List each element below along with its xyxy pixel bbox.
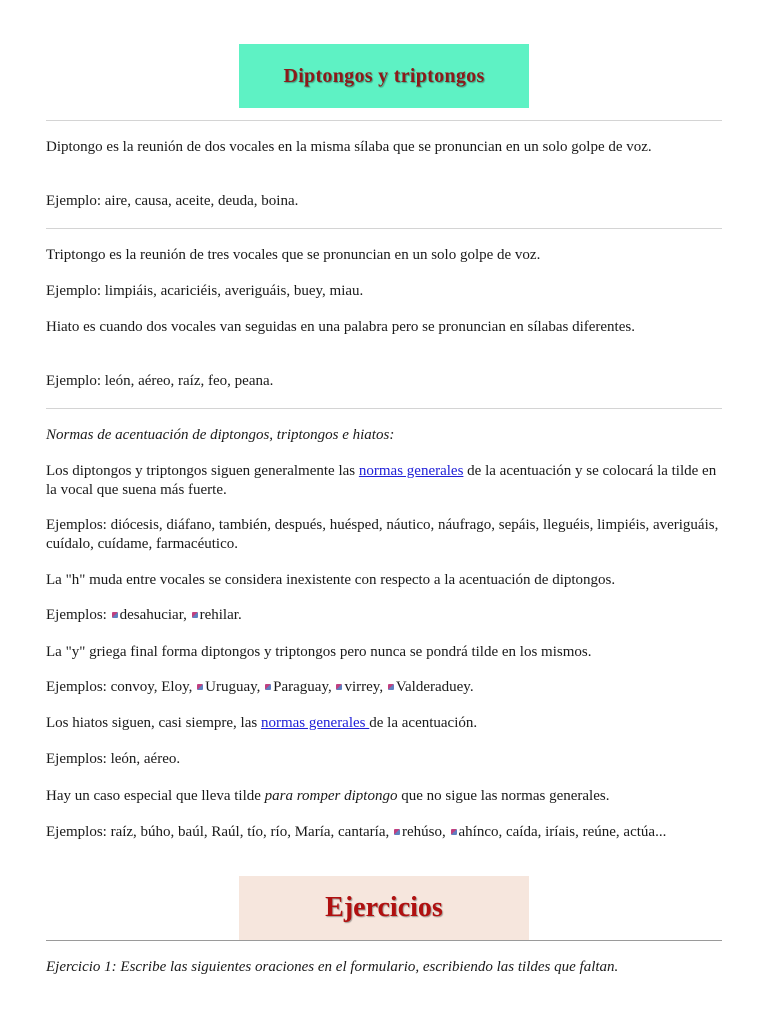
hiato-definition: Hiato es cuando dos vocales van seguidas en una palabra pero se pronuncian en sílabas diferentes. [46,319,635,335]
page-title: Diptongos y triptongos [283,64,485,87]
romper-diptongo-examples: Ejemplos: raíz, búho, baúl, Raúl, tío, río, María, cantaría, rehúso, ahínco, caída, iríais, reúne, actúa... [46,824,667,840]
normas-examples-1: Ejemplos: diócesis, diáfano, también, después, huésped, náutico, náufrago, sepáis, lleguéis, limpiéis, averiguáis, cuídalo, cuídame, farmacéutico. [46,517,719,552]
normas-generales-link[interactable]: normas generales [358,463,464,479]
annotation-marker-icon [451,829,457,835]
ejercicios-banner [239,876,529,940]
hiatos-rule: Los hiatos siguen, casi siempre, las normas generales de la acentuación. [46,715,478,731]
y-griega-rule: La "y" griega final forma diptongos y triptongos pero nunca se pondrá tilde en los mismos. [46,644,592,660]
diptongo-definition: Diptongo es la reunión de dos vocales en la misma sílaba que se pronuncian en un solo golpe de voz. [46,139,652,155]
triptongo-definition: Triptongo es la reunión de tres vocales que se pronuncian en un solo golpe de voz. [46,247,541,263]
annotation-marker-icon [112,612,118,618]
ejercicios-title: Ejercicios [325,892,443,923]
divider [46,940,722,941]
ejercicio-1-instruction: Ejercicio 1: Escribe las siguientes oraciones en el formulario, escribiendo las tildes que faltan. [46,959,619,975]
annotation-marker-icon [388,684,394,690]
normas-paragraph-1: Los diptongos y triptongos siguen generalmente las normas generales de la acentuación y se colocará la tilde en la vocal que suena más fuerte. [46,463,717,498]
annotation-marker-icon [265,684,271,690]
normas-generales-link-2[interactable]: normas generales [260,715,370,731]
diptongo-example: Ejemplo: aire, causa, aceite, deuda, boina. [46,193,299,209]
divider [46,120,722,121]
title-banner [239,44,529,108]
divider [46,228,722,229]
annotation-marker-icon [197,684,203,690]
h-muda-rule: La "h" muda entre vocales se considera inexistente con respecto a la acentuación de diptongos. [46,572,616,588]
y-griega-examples: Ejemplos: convoy, Eloy, Uruguay, Paraguay, virrey, Valderaduey. [46,679,474,695]
romper-diptongo-rule: Hay un caso especial que lleva tilde para romper diptongo que no sigue las normas generales. [46,788,610,804]
annotation-marker-icon [336,684,342,690]
triptongo-example: Ejemplo: limpiáis, acariciéis, averiguáis, buey, miau. [46,283,364,299]
normas-heading: Normas de acentuación de diptongos, triptongos e hiatos: [46,427,395,443]
annotation-marker-icon [192,612,198,618]
h-muda-examples: Ejemplos: desahuciar, rehilar. [46,607,242,623]
annotation-marker-icon [394,829,400,835]
divider [46,408,722,409]
hiato-example: Ejemplo: león, aéreo, raíz, feo, peana. [46,373,274,389]
hiatos-examples: Ejemplos: león, aéreo. [46,751,181,767]
